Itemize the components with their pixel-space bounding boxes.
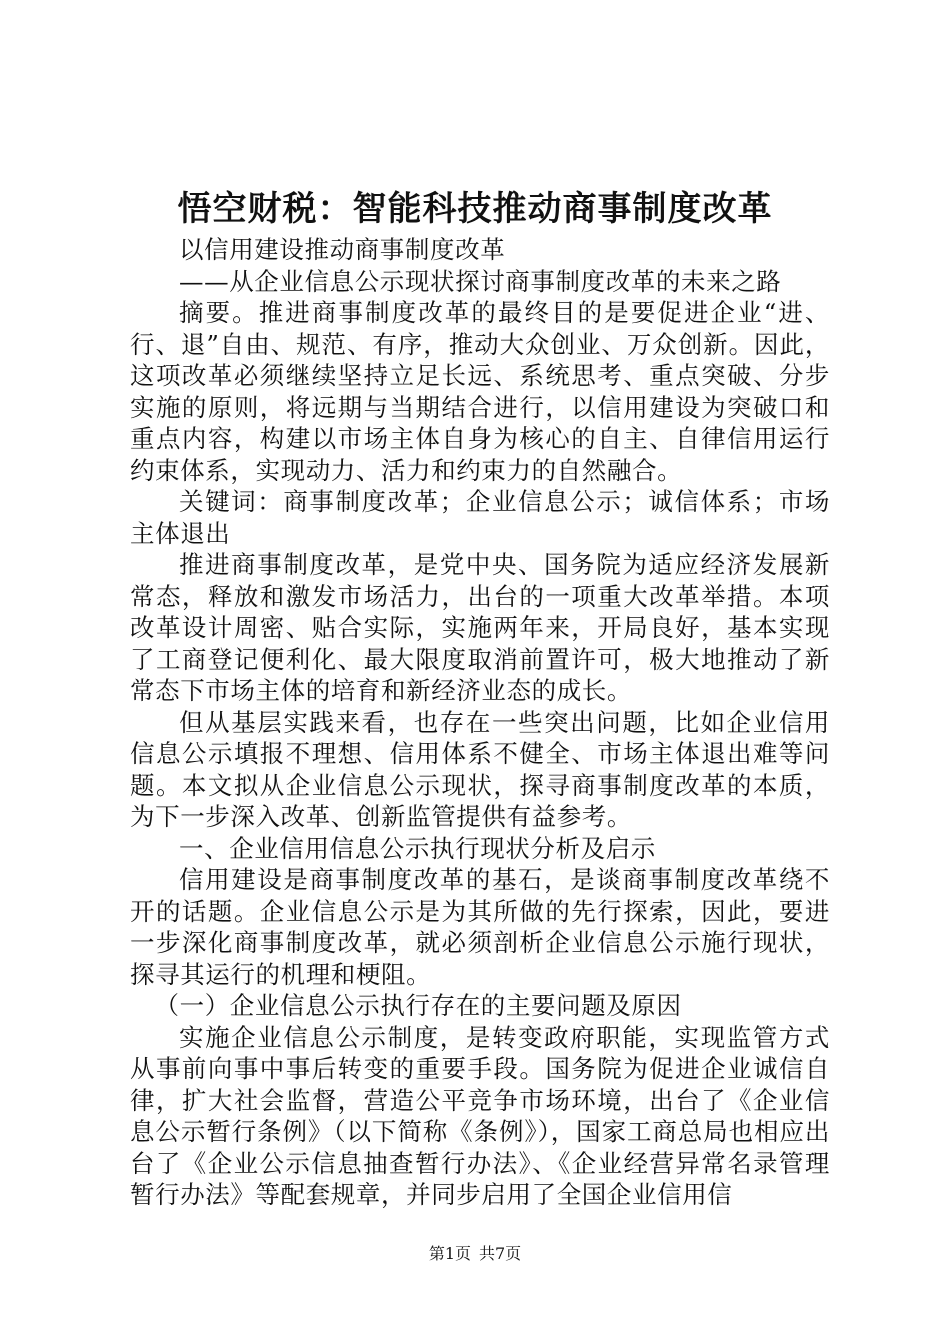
body-paragraph: 实施企业信息公示制度，是转变政府职能，实现监管方式从事前向事中事后转变的重要手段。国务院为促进企业诚信自律，扩大社会监督，营造公平竞争市场环境，出台了《企业信息公示暂行条例》（以下简称《条例》），国家工商总局也相应出台了《企业公示信息抽查暂行办法》、《企业经营异常名录管理暂行办法》等配套规章，并同步启用了全国企业信用信 [130, 1022, 830, 1209]
page-total: 共7页 [479, 1244, 522, 1263]
body-paragraph: 推进商事制度改革，是党中央、国务院为适应经济发展新常态，释放和激发市场活力，出台的一项重大改革举措。本项改革设计周密、贴合实际，实施两年来，开局良好，基本实现了工商登记便利化、最大限度取消前置许可，极大地推动了新常态下市场主体的培育和新经济业态的成长。 [130, 550, 830, 705]
abstract-paragraph: 摘要。推进商事制度改革的最终目的是要促进企业“进、行、退”自由、规范、有序，推动大众创业、万众创新。因此，这项改革必须继续坚持立足长远、系统思考、重点突破、分步实施的原则，将远期与当期结合进行，以信用建设为突破口和重点内容，构建以市场主体自身为核心的自主、自律信用运行约束体系，实现动力、活力和约束力的自然融合。 [130, 298, 830, 485]
subsection-heading: （一）企业信息公示执行存在的主要问题及原因 [154, 991, 682, 1020]
section-heading: 一、企业信用信息公示执行现状分析及启示 [179, 833, 656, 863]
body-paragraph: 但从基层实践来看，也存在一些突出问题，比如企业信用信息公示填报不理想、信用体系不健全、市场主体退出难等问题。本文拟从企业信息公示现状，探寻商事制度改革的本质，为下一步深入改革、创新监管提供有益参考。 [130, 707, 830, 831]
keywords-paragraph: 关键词：商事制度改革；企业信息公示；诚信体系；市场主体退出 [130, 487, 830, 548]
body-paragraph: 信用建设是商事制度改革的基石，是谈商事制度改革绕不开的话题。企业信息公示是为其所做的先行探索，因此，要进一步深化商事制度改革，就必须剖析企业信息公示施行现状，探寻其运行的机理和梗阻。 [130, 865, 830, 989]
page-number: 第1页 [428, 1244, 471, 1263]
subtitle: 以信用建设推动商事制度改革 [179, 235, 506, 264]
document-title: 悟空财税：智能科技推动商事制度改革 [177, 189, 773, 229]
subtitle-line: ——从企业信息公示现状探讨商事制度改革的未来之路 [179, 266, 782, 296]
page-footer [0, 1243, 950, 1265]
document-body [130, 234, 830, 1211]
